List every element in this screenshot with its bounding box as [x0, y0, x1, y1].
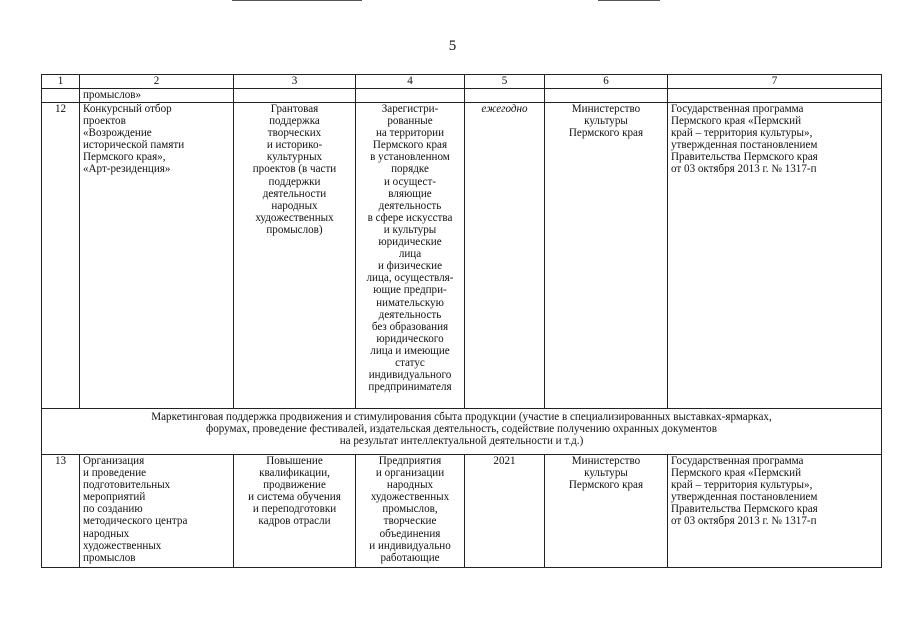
table-cell — [42, 89, 80, 103]
column-number: 7 — [668, 75, 882, 89]
table-cell — [234, 89, 356, 103]
period: 2021 — [465, 455, 545, 568]
table-cell — [668, 89, 882, 103]
top-edge-rule-left — [232, 0, 362, 1]
support-form: Повышение квалификации, продвижение и система обучения и переподготовки кадров отрасли — [234, 455, 356, 568]
column-number: 4 — [356, 75, 465, 89]
recipients: Предприятия и организации народных художественных промыслов, творческие объединения и индивидуально работающие — [356, 455, 465, 568]
measure-name: Организация и проведение подготовительных мероприятий по созданию методического центра народных художественных промыслов — [80, 455, 234, 568]
section-heading: Маркетинговая поддержка продвижения и стимулирования сбыта продукции (участие в специализированных выставках-ярмарках, форумах, проведение фестивалей, издательская деятельность, содействие получению охранных документов на результат интеллектуальной деятельности и т.д.) — [42, 409, 882, 455]
support-form: Грантовая поддержка творческих и историко- культурных проектов (в части поддержки деятельности народных художественных промыслов) — [234, 103, 356, 409]
recipients: Зарегистри- рованные на территории Пермского края в установленном порядке и осущест- вляющие деятельность в сфере искусства и культуры юридические лица и физические лица, осуществля- ющие предпри- нимательскую деятельность без образования юридического лица и имеющие статус индивидуального предпринимателя — [356, 103, 465, 409]
column-number: 6 — [545, 75, 668, 89]
column-number: 3 — [234, 75, 356, 89]
table-row — [42, 103, 882, 409]
table-cell — [545, 89, 668, 103]
page-number: 5 — [448, 38, 457, 54]
row-number: 12 — [42, 103, 80, 409]
period: ежегодно — [465, 103, 545, 409]
row-number: 13 — [42, 455, 80, 568]
responsible-body: Министерство культуры Пермского края — [545, 103, 668, 409]
table-row — [42, 455, 882, 568]
column-number-row — [42, 75, 882, 89]
column-number: 5 — [465, 75, 545, 89]
responsible-body: Министерство культуры Пермского края — [545, 455, 668, 568]
top-edge-rule-right — [598, 0, 660, 1]
column-number: 2 — [80, 75, 234, 89]
section-heading-row — [42, 409, 882, 455]
legal-basis: Государственная программа Пермского края «Пермский край – территория культуры», утвержденная постановлением Правительства Пермского края от 03 октября 2013 г. № 1317-п — [668, 455, 882, 568]
continued-name-cell: промыслов» — [80, 89, 234, 103]
column-number: 1 — [42, 75, 80, 89]
measure-name: Конкурсный отбор проектов «Возрождение исторической памяти Пермского края», «Арт-резиденция» — [80, 103, 234, 409]
measures-table — [41, 74, 882, 568]
table-cell — [356, 89, 465, 103]
continuation-row — [42, 89, 882, 103]
legal-basis: Государственная программа Пермского края «Пермский край – территория культуры», утвержденная постановлением Правительства Пермского края от 03 октября 2013 г. № 1317-п — [668, 103, 882, 409]
table-cell — [465, 89, 545, 103]
